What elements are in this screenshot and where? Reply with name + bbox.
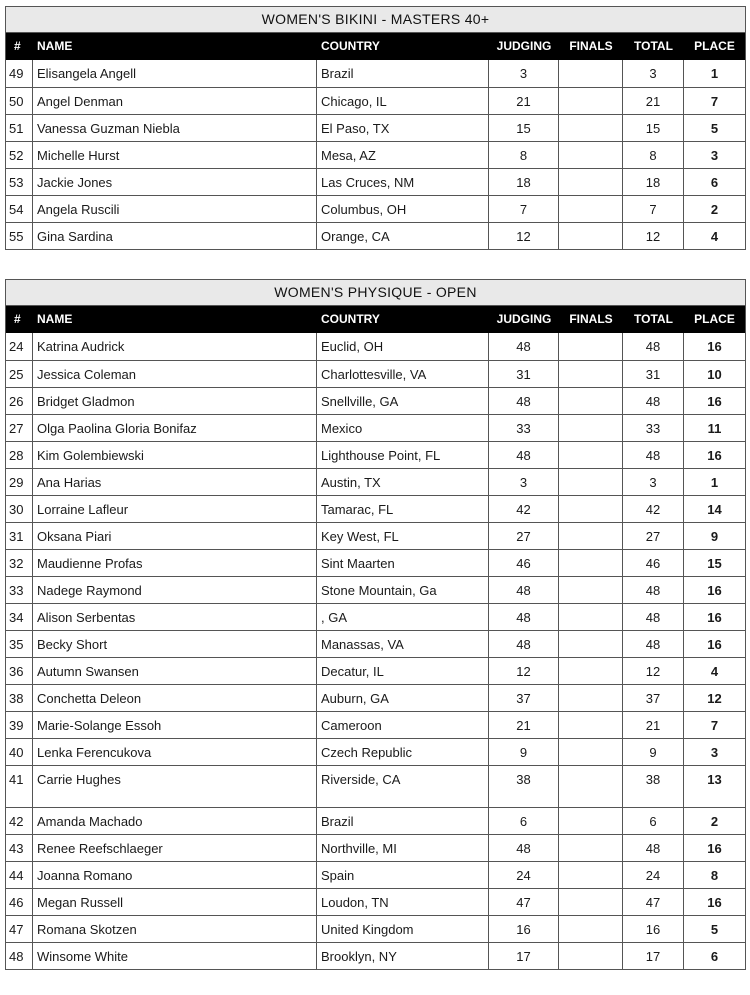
cell-judging: 16 (489, 916, 559, 942)
cell-place: 13 (707, 772, 722, 787)
cell-country: Key West, FL (317, 523, 489, 549)
table-row (6, 630, 745, 657)
table-row (6, 495, 745, 522)
cell-judging: 3 (489, 469, 559, 495)
cell-judging: 12 (489, 658, 559, 684)
cell-place: 16 (707, 610, 722, 625)
cell-num: 26 (6, 388, 33, 414)
table-row (6, 414, 745, 441)
cell-finals (559, 862, 623, 888)
cell-name: Lenka Ferencukova (33, 739, 317, 765)
cell-country: Orange, CA (317, 223, 489, 249)
cell-country: Tamarac, FL (317, 496, 489, 522)
table-row (6, 114, 745, 141)
cell-country: Brazil (317, 808, 489, 834)
cell-finals (559, 442, 623, 468)
column-header-finals: FINALS (569, 39, 613, 53)
cell-judging: 46 (489, 550, 559, 576)
cell-judging: 15 (489, 115, 559, 141)
cell-finals (559, 835, 623, 861)
table-row (6, 60, 745, 87)
table-row (6, 222, 745, 249)
table-header-row (6, 33, 745, 60)
cell-total: 3 (623, 469, 684, 495)
cell-place: 16 (707, 583, 722, 598)
cell-total: 15 (623, 115, 684, 141)
cell-finals (559, 196, 623, 222)
cell-place: 16 (707, 841, 722, 856)
cell-finals (559, 739, 623, 765)
cell-place: 1 (710, 475, 719, 490)
cell-num: 43 (6, 835, 33, 861)
cell-name: Kim Golembiewski (33, 442, 317, 468)
cell-judging: 17 (489, 943, 559, 969)
cell-finals (559, 916, 623, 942)
cell-finals (559, 223, 623, 249)
cell-country: Sint Maarten (317, 550, 489, 576)
cell-num: 36 (6, 658, 33, 684)
cell-finals (559, 169, 623, 195)
cell-finals (559, 712, 623, 738)
cell-name: Maudienne Profas (33, 550, 317, 576)
cell-num: 24 (6, 333, 33, 360)
cell-total: 42 (623, 496, 684, 522)
cell-place: 16 (707, 895, 722, 910)
cell-total: 18 (623, 169, 684, 195)
table-row (6, 765, 745, 807)
cell-name: Autumn Swansen (33, 658, 317, 684)
cell-country: Spain (317, 862, 489, 888)
cell-place: 16 (707, 394, 722, 409)
cell-total: 7 (623, 196, 684, 222)
cell-finals (559, 604, 623, 630)
cell-num: 50 (6, 88, 33, 114)
cell-name: Carrie Hughes (33, 766, 317, 807)
cell-name: Lorraine Lafleur (33, 496, 317, 522)
cell-finals (559, 361, 623, 387)
table-row (6, 657, 745, 684)
cell-total: 8 (623, 142, 684, 168)
cell-judging: 7 (489, 196, 559, 222)
cell-num: 28 (6, 442, 33, 468)
cell-num: 30 (6, 496, 33, 522)
cell-name: Romana Skotzen (33, 916, 317, 942)
cell-finals (559, 415, 623, 441)
cell-name: Ana Harias (33, 469, 317, 495)
cell-judging: 48 (489, 604, 559, 630)
cell-judging: 48 (489, 835, 559, 861)
cell-judging: 48 (489, 333, 559, 360)
cell-place: 16 (707, 339, 722, 354)
cell-place: 2 (710, 814, 719, 829)
cell-judging: 18 (489, 169, 559, 195)
cell-name: Angel Denman (33, 88, 317, 114)
cell-country: Stone Mountain, Ga (317, 577, 489, 603)
cell-place: 14 (707, 502, 722, 517)
column-header-country: COUNTRY (321, 312, 380, 326)
cell-country: Austin, TX (317, 469, 489, 495)
cell-total: 48 (623, 835, 684, 861)
table-row (6, 576, 745, 603)
cell-judging: 47 (489, 889, 559, 915)
table-row (6, 360, 745, 387)
cell-num: 38 (6, 685, 33, 711)
cell-finals (559, 577, 623, 603)
cell-place: 6 (710, 949, 719, 964)
cell-finals (559, 523, 623, 549)
table-row (6, 87, 745, 114)
cell-name: Conchetta Deleon (33, 685, 317, 711)
table-row (6, 387, 745, 414)
cell-judging: 24 (489, 862, 559, 888)
cell-name: Olga Paolina Gloria Bonifaz (33, 415, 317, 441)
cell-place: 8 (710, 868, 719, 883)
cell-finals (559, 142, 623, 168)
table-body (6, 60, 745, 249)
cell-total: 27 (623, 523, 684, 549)
column-header-place: PLACE (694, 312, 735, 326)
cell-num: 40 (6, 739, 33, 765)
table-title: WOMEN'S PHYSIQUE - OPEN (6, 280, 745, 306)
cell-country: Brazil (317, 60, 489, 87)
cell-place: 4 (710, 229, 719, 244)
table-header-row (6, 306, 745, 333)
cell-num: 25 (6, 361, 33, 387)
cell-total: 17 (623, 943, 684, 969)
table-row (6, 195, 745, 222)
cell-name: Marie-Solange Essoh (33, 712, 317, 738)
table-row (6, 549, 745, 576)
cell-judging: 21 (489, 88, 559, 114)
column-header-country: COUNTRY (321, 39, 380, 53)
cell-place: 12 (707, 691, 722, 706)
cell-total: 48 (623, 631, 684, 657)
cell-finals (559, 550, 623, 576)
cell-total: 9 (623, 739, 684, 765)
table-row (6, 915, 745, 942)
cell-judging: 48 (489, 577, 559, 603)
cell-name: Jessica Coleman (33, 361, 317, 387)
cell-place: 11 (707, 421, 722, 436)
table-row (6, 168, 745, 195)
cell-num: 53 (6, 169, 33, 195)
cell-total: 31 (623, 361, 684, 387)
cell-name: Megan Russell (33, 889, 317, 915)
cell-name: Angela Ruscili (33, 196, 317, 222)
cell-total: 48 (623, 577, 684, 603)
cell-finals (559, 88, 623, 114)
results-table-bikini-masters (5, 6, 746, 250)
cell-total: 21 (623, 88, 684, 114)
table-row (6, 888, 745, 915)
cell-num: 49 (6, 60, 33, 87)
table-row (6, 333, 745, 360)
cell-judging: 48 (489, 442, 559, 468)
cell-num: 31 (6, 523, 33, 549)
cell-num: 54 (6, 196, 33, 222)
cell-num: 48 (6, 943, 33, 969)
cell-name: Vanessa Guzman Niebla (33, 115, 317, 141)
cell-finals (559, 115, 623, 141)
cell-judging: 42 (489, 496, 559, 522)
column-header-num: # (14, 39, 21, 53)
cell-place: 15 (707, 556, 722, 571)
table-row (6, 522, 745, 549)
cell-name: Michelle Hurst (33, 142, 317, 168)
cell-place: 7 (710, 94, 719, 109)
cell-total: 46 (623, 550, 684, 576)
cell-country: Mexico (317, 415, 489, 441)
cell-finals (559, 658, 623, 684)
cell-country: Decatur, IL (317, 658, 489, 684)
cell-place: 16 (707, 448, 722, 463)
cell-num: 52 (6, 142, 33, 168)
cell-total: 48 (623, 388, 684, 414)
table-row (6, 711, 745, 738)
cell-place: 1 (710, 66, 719, 81)
cell-judging: 12 (489, 223, 559, 249)
cell-name: Jackie Jones (33, 169, 317, 195)
cell-place: 7 (710, 718, 719, 733)
cell-country: Czech Republic (317, 739, 489, 765)
cell-name: Katrina Audrick (33, 333, 317, 360)
cell-country: Snellville, GA (317, 388, 489, 414)
cell-finals (559, 685, 623, 711)
cell-country: Cameroon (317, 712, 489, 738)
cell-judging: 3 (489, 60, 559, 87)
cell-country: Mesa, AZ (317, 142, 489, 168)
table-row (6, 807, 745, 834)
table-row (6, 603, 745, 630)
cell-name: Bridget Gladmon (33, 388, 317, 414)
cell-name: Alison Serbentas (33, 604, 317, 630)
cell-num: 55 (6, 223, 33, 249)
cell-name: Nadege Raymond (33, 577, 317, 603)
results-table-physique-open (5, 279, 746, 970)
table-row (6, 861, 745, 888)
cell-num: 34 (6, 604, 33, 630)
table-row (6, 738, 745, 765)
cell-total: 48 (623, 442, 684, 468)
cell-judging: 31 (489, 361, 559, 387)
cell-country: Las Cruces, NM (317, 169, 489, 195)
cell-num: 41 (6, 766, 33, 807)
cell-place: 3 (710, 148, 719, 163)
cell-country: Chicago, IL (317, 88, 489, 114)
cell-country: Manassas, VA (317, 631, 489, 657)
column-header-name: NAME (37, 312, 73, 326)
cell-judging: 21 (489, 712, 559, 738)
column-header-name: NAME (37, 39, 73, 53)
cell-num: 46 (6, 889, 33, 915)
cell-total: 3 (623, 60, 684, 87)
table-row (6, 942, 745, 969)
cell-finals (559, 808, 623, 834)
column-header-total: TOTAL (634, 39, 673, 53)
cell-judging: 48 (489, 631, 559, 657)
cell-country: El Paso, TX (317, 115, 489, 141)
cell-place: 3 (710, 745, 719, 760)
cell-finals (559, 333, 623, 360)
cell-num: 39 (6, 712, 33, 738)
cell-judging: 8 (489, 142, 559, 168)
cell-country: Brooklyn, NY (317, 943, 489, 969)
cell-num: 47 (6, 916, 33, 942)
cell-total: 47 (623, 889, 684, 915)
cell-finals (559, 496, 623, 522)
table-row (6, 684, 745, 711)
cell-total: 12 (623, 223, 684, 249)
cell-country: United Kingdom (317, 916, 489, 942)
cell-name: Amanda Machado (33, 808, 317, 834)
column-header-num: # (14, 312, 21, 326)
cell-country: Euclid, OH (317, 333, 489, 360)
cell-place: 5 (710, 121, 719, 136)
cell-judging: 38 (489, 766, 559, 807)
cell-total: 6 (623, 808, 684, 834)
cell-place: 10 (707, 367, 722, 382)
cell-num: 51 (6, 115, 33, 141)
table-row (6, 468, 745, 495)
cell-finals (559, 388, 623, 414)
cell-total: 24 (623, 862, 684, 888)
cell-name: Elisangela Angell (33, 60, 317, 87)
cell-name: Joanna Romano (33, 862, 317, 888)
column-header-judging: JUDGING (496, 39, 552, 53)
cell-country: Loudon, TN (317, 889, 489, 915)
table-body (6, 333, 745, 969)
cell-country: , GA (317, 604, 489, 630)
cell-finals (559, 631, 623, 657)
cell-judging: 6 (489, 808, 559, 834)
cell-num: 35 (6, 631, 33, 657)
cell-place: 6 (710, 175, 719, 190)
cell-country: Auburn, GA (317, 685, 489, 711)
cell-name: Winsome White (33, 943, 317, 969)
cell-place: 5 (710, 922, 719, 937)
cell-num: 32 (6, 550, 33, 576)
cell-place: 2 (710, 202, 719, 217)
column-header-judging: JUDGING (496, 312, 552, 326)
cell-judging: 27 (489, 523, 559, 549)
cell-finals (559, 469, 623, 495)
cell-total: 21 (623, 712, 684, 738)
column-header-total: TOTAL (634, 312, 673, 326)
cell-name: Becky Short (33, 631, 317, 657)
cell-place: 4 (710, 664, 719, 679)
table-title: WOMEN'S BIKINI - MASTERS 40+ (6, 7, 745, 33)
cell-total: 48 (623, 333, 684, 360)
cell-judging: 33 (489, 415, 559, 441)
cell-total: 38 (623, 766, 684, 807)
cell-num: 42 (6, 808, 33, 834)
cell-name: Gina Sardina (33, 223, 317, 249)
table-row (6, 141, 745, 168)
cell-total: 12 (623, 658, 684, 684)
column-header-finals: FINALS (569, 312, 613, 326)
cell-name: Oksana Piari (33, 523, 317, 549)
cell-total: 16 (623, 916, 684, 942)
cell-country: Riverside, CA (317, 766, 489, 807)
cell-judging: 48 (489, 388, 559, 414)
cell-num: 33 (6, 577, 33, 603)
cell-total: 37 (623, 685, 684, 711)
cell-place: 16 (707, 637, 722, 652)
cell-total: 48 (623, 604, 684, 630)
column-header-place: PLACE (694, 39, 735, 53)
cell-num: 27 (6, 415, 33, 441)
table-row (6, 441, 745, 468)
cell-judging: 9 (489, 739, 559, 765)
cell-finals (559, 60, 623, 87)
cell-country: Columbus, OH (317, 196, 489, 222)
cell-country: Charlottesville, VA (317, 361, 489, 387)
table-row (6, 834, 745, 861)
cell-num: 29 (6, 469, 33, 495)
cell-finals (559, 889, 623, 915)
cell-name: Renee Reefschlaeger (33, 835, 317, 861)
cell-num: 44 (6, 862, 33, 888)
cell-country: Lighthouse Point, FL (317, 442, 489, 468)
cell-finals (559, 766, 623, 807)
cell-total: 33 (623, 415, 684, 441)
cell-country: Northville, MI (317, 835, 489, 861)
cell-judging: 37 (489, 685, 559, 711)
cell-finals (559, 943, 623, 969)
cell-place: 9 (710, 529, 719, 544)
